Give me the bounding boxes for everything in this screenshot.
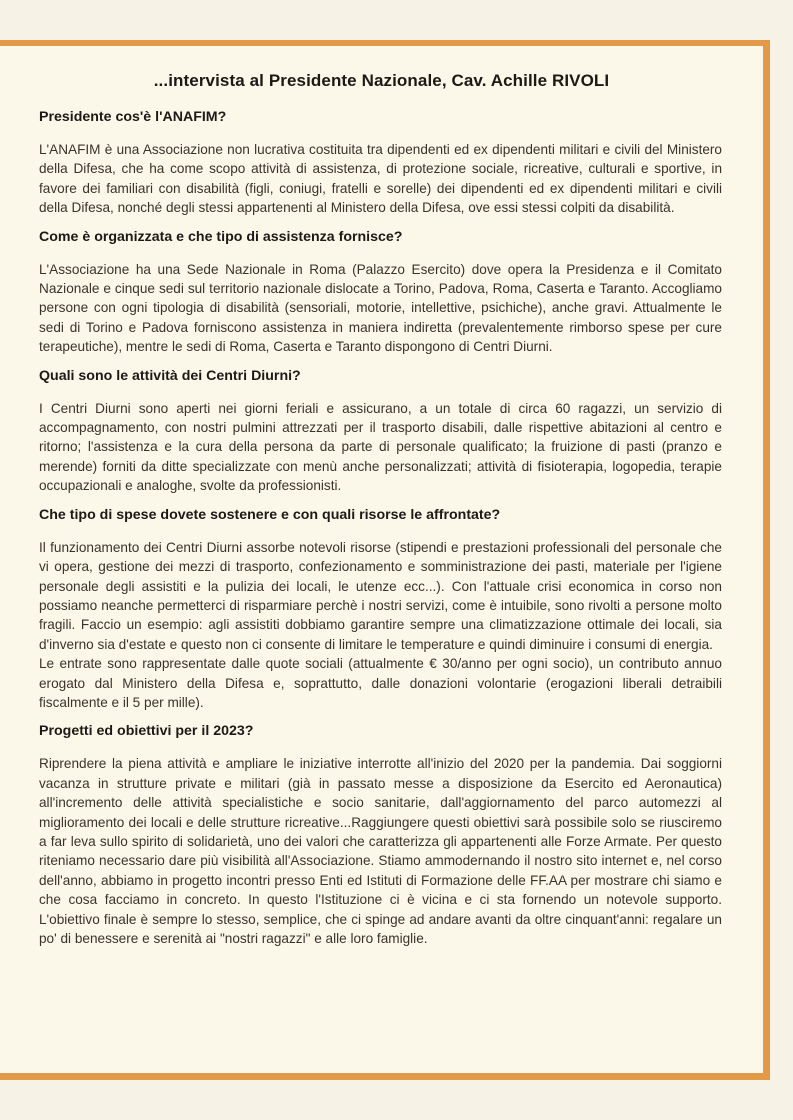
qa-section bbox=[39, 506, 722, 713]
question-heading: Progetti ed obiettivi per il 2023? bbox=[39, 723, 254, 740]
qa-section bbox=[39, 722, 722, 948]
answer-paragraph: L'ANAFIM è una Associazione non lucrativa costituita tra dipendenti ed ex dipendenti militari e civili del Ministero della Difesa, che ha come scopo attività di assistenza, di protezione sociale, ricreative, culturali e sportive, in favore dei familiari con disabilità (figli, coniugi, fratelli e sorelle) dei dipendenti ed ex dipendenti militari e civili della Difesa, nonché degli stessi appartenenti al Ministero della Difesa, ove essi stessi colpiti da disabilità. bbox=[39, 142, 722, 216]
page-title: ...intervista al Presidente Nazionale, Cav. Achille RIVOLI bbox=[153, 71, 610, 90]
qa-section bbox=[39, 108, 722, 218]
answer-paragraph: I Centri Diurni sono aperti nei giorni feriali e assicurano, a un totale di circa 60 ragazzi, un servizio di accompagnamento, con nostri pulmini attrezzati per il trasporto disabili, dalle rispettive abitazioni al centro e ritorno; l'assistenza e la cura della persona da parte di personale qualificato; la fruizione di pasti (pranzo e merende) forniti da ditte specializzate con menù anche personalizzati; attività di fisioterapia, logopedia, terapie occupazionali e analoghe, svolte da professionisti. bbox=[39, 400, 722, 494]
question-heading: Presidente cos'è l'ANAFIM? bbox=[39, 109, 227, 125]
qa-section bbox=[39, 228, 722, 357]
question-heading: Quali sono le attività dei Centri Diurni? bbox=[39, 367, 301, 384]
answer-paragraph: L'Associazione ha una Sede Nazionale in Roma (Palazzo Esercito) dove opera la Presidenza e il Comitato Nazionale e cinque sedi sul territorio nazionale dislocate a Torino, Padova, Roma, Caserta e Taranto. Accogliamo persone con ogni tipologia di disabilità (sensoriali, motorie, intellettive, psichiche), anche gravi. Attualmente le sedi di Torino e Padova forniscono assistenza in maniera indiretta (prevalentemente rimborso spese per cure terapeutiche), mentre le sedi di Roma, Caserta e Taranto dispongono di Centri Diurni. bbox=[39, 261, 722, 355]
interview-panel bbox=[0, 40, 770, 1080]
interview-content bbox=[39, 108, 722, 958]
qa-section bbox=[39, 367, 722, 496]
answer-paragraph: Il funzionamento dei Centri Diurni assorbe notevoli risorse (stipendi e prestazioni professionali del personale che vi opera, gestione dei mezzi di trasporto, confezionamento e somministrazione dei pasti, materiale per l'igiene personale degli assistiti e la pulizia dei locali, le utenze ecc...). Con l'attuale crisi economica in corso non possiamo neanche permetterci di risparmiare perchè i nostri servizi, come è intuibile, sono rivolti a persone molto fragili. Faccio un esempio: agli assistiti dobbiamo garantire sempre una climatizzazione ottimale dei locali, sia d'inverno sia d'estate e questo non ci consente di limitare le temperature e quindi diminuire i consumi di energia. bbox=[39, 539, 722, 652]
answer-paragraph: Riprendere la piena attività e ampliare le iniziative interrotte all'inizio del 2020 per la pandemia. Dai soggiorni vacanza in strutture private e militari (già in passato messe a disposizione da Esercito ed Aeronautica) all'incremento delle attività specialistiche e socio sanitarie, dall'aggiornamento del parco automezzi al miglioramento dei locali e delle strutture ricreative...Raggiungere questi obiettivi sarà possibile solo se riusciremo a far leva sullo spirito di solidarietà, uno dei valori che caratterizza gli appartenenti alle Forze Armate. Per questo riteniamo necessario dare più visibilità all'Associazione. Stiamo ammodernando il nostro sito internet e, nel corso dell'anno, abbiamo in progetto incontri presso Enti ed Istituti di Formazione delle FF.AA per mostrare chi siamo e che cosa facciamo in concreto. In questo l'Istituzione ci è vicina e ci sta fornendo un notevole supporto. L'obiettivo finale è sempre lo stesso, semplice, che ci spinge ad andare avanti da oltre cinquant'anni: regalare un po' di benessere e serenità ai "nostri ragazzi" e alle loro famiglie. bbox=[39, 756, 722, 946]
answer-paragraph: Le entrate sono rappresentate dalle quote sociali (attualmente € 30/anno per ogni socio), un contributo annuo erogato dal Ministero della Difesa e, soprattutto, dalle donazioni volontarie (erogazioni liberali detraibili fiscalmente e il 5 per mille). bbox=[39, 656, 722, 710]
question-heading: Che tipo di spese dovete sostenere e con quali risorse le affrontate? bbox=[39, 506, 501, 523]
question-heading: Come è organizzata e che tipo di assistenza fornisce? bbox=[39, 228, 403, 245]
